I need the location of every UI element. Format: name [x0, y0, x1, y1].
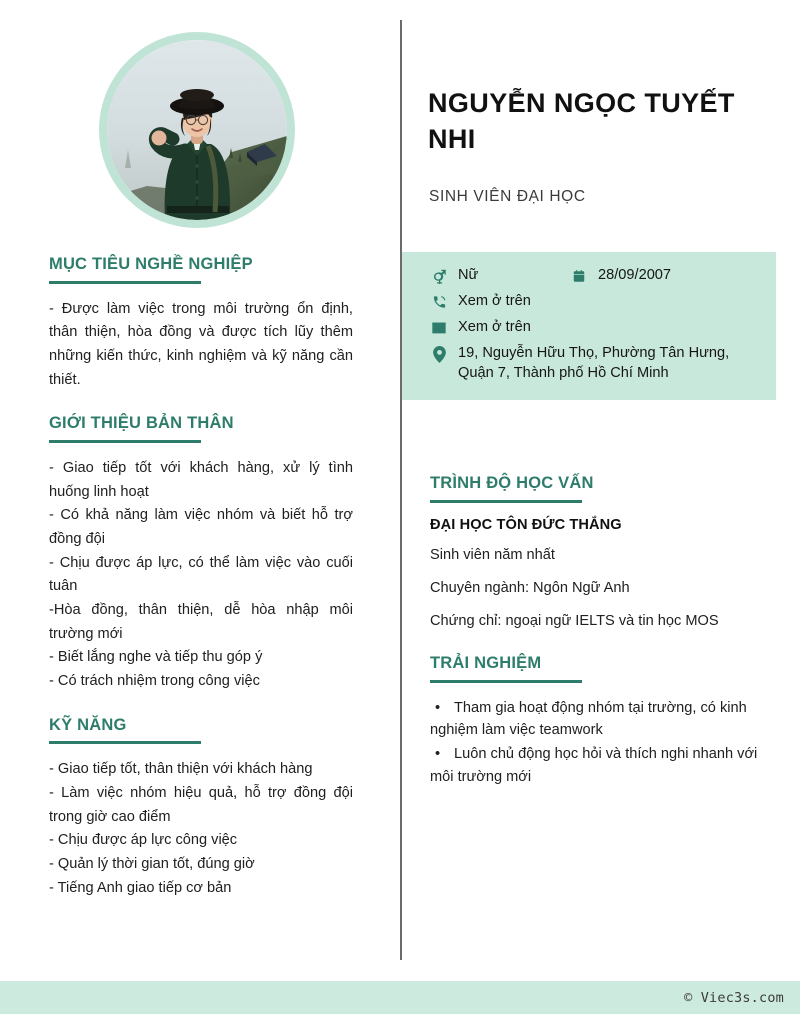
location-pin-icon [430, 344, 448, 364]
contact-gender [430, 266, 570, 286]
skills-line: - Quản lý thời gian tốt, đúng giờ [49, 855, 255, 872]
right-column [402, 0, 800, 990]
contact-phone [430, 292, 531, 312]
about-line: -Hòa đồng, thân thiện, dễ hòa nhập môi trường mới [49, 602, 353, 642]
skills-line: - Chịu được áp lực công việc [49, 832, 238, 849]
section-skills [49, 716, 353, 901]
list-item-text: Luôn chủ động học hỏi và thích nghi nhanh với môi trường mới [430, 746, 758, 785]
experience-heading-rule [430, 680, 582, 683]
about-line: - Có khả năng làm việc nhóm và biết hỗ trợ đồng đội [49, 507, 353, 548]
about-line: - Biết lắng nghe và tiếp thu góp ý [49, 649, 263, 666]
contact-email-value: Xem ở trên [458, 319, 531, 335]
list-item-text: Tham gia hoạt động nhóm tại trường, có kinh nghiệm làm việc teamwork [430, 700, 747, 739]
section-education [430, 474, 760, 632]
skills-text [49, 758, 353, 900]
left-column [0, 0, 400, 990]
experience-list [430, 697, 760, 788]
contact-row [430, 292, 760, 312]
list-item [430, 743, 760, 787]
page-title: NGUYỄN NGỌC TUYẾT NHI [428, 88, 735, 154]
contact-birthday [570, 266, 671, 286]
contact-row [430, 344, 760, 384]
education-heading-rule [430, 500, 582, 503]
objective-text: - Được làm việc trong môi trường ổn định, thân thiện, hòa đồng và được tích lũy thêm những kiến thức, kinh nghiệm và kỹ năng cần thiết. [49, 300, 353, 388]
footer-bar [0, 981, 800, 1014]
section-objective [49, 255, 353, 392]
footer-credit: © Viec3s.com [684, 989, 784, 1006]
education-detail: Sinh viên năm nhất [430, 546, 555, 563]
objective-heading: MỤC TIÊU NGHỀ NGHIỆP [49, 255, 253, 273]
about-line: - Có trách nhiệm trong công việc [49, 672, 260, 689]
contact-email [430, 318, 531, 338]
right-sections [430, 474, 760, 790]
about-heading-rule [49, 440, 201, 443]
contact-birthday-value: 28/09/2007 [598, 267, 672, 283]
experience-heading: TRẢI NGHIỆM [430, 654, 542, 673]
skills-heading: KỸ NĂNG [49, 715, 127, 734]
contact-gender-value: Nữ [458, 267, 479, 283]
list-item [430, 697, 760, 741]
skills-line: - Tiếng Anh giao tiếp cơ bản [49, 879, 232, 896]
skills-line: - Làm việc nhóm hiệu quả, hỗ trợ đồng đội trong giờ cao điểm [49, 785, 353, 825]
section-about [49, 414, 353, 693]
calendar-icon [570, 266, 588, 286]
education-school: ĐẠI HỌC TÔN ĐỨC THẮNG [430, 516, 622, 533]
envelope-icon [430, 318, 448, 338]
bullet-glyph: • [435, 746, 441, 763]
about-heading: GIỚI THIỆU BẢN THÂN [49, 414, 234, 433]
about-line: - Giao tiếp tốt với khách hàng, xử lý tình huống linh hoạt [49, 460, 353, 500]
about-line: - Chịu được áp lực, có thể làm việc vào cuối tuân [49, 554, 353, 595]
phone-icon [430, 292, 448, 312]
objective-heading-rule [49, 281, 201, 284]
skills-line: - Giao tiếp tốt, thân thiện với khách hàng [49, 761, 313, 778]
contact-phone-value: Xem ở trên [458, 293, 531, 309]
contact-address [430, 344, 760, 384]
contact-row [430, 266, 760, 286]
left-sections [49, 255, 353, 900]
job-title: SINH VIÊN ĐẠI HỌC [429, 188, 586, 205]
contact-address-value: 19, Nguyễn Hữu Thọ, Phường Tân Hưng, Quận 7, Thành phố Hồ Chí Minh [458, 345, 730, 381]
education-detail: Chứng chỉ: ngoại ngữ IELTS và tin học MOS [430, 613, 719, 630]
bullet-glyph: • [435, 700, 441, 717]
education-heading: TRÌNH ĐỘ HỌC VẤN [430, 474, 594, 492]
contact-panel [402, 252, 776, 400]
skills-heading-rule [49, 741, 201, 744]
venus-mars-icon [430, 266, 448, 286]
avatar-photo [107, 40, 287, 220]
section-experience [430, 654, 760, 787]
avatar [99, 32, 295, 228]
education-detail: Chuyên ngành: Ngôn Ngữ Anh [430, 579, 630, 596]
about-text [49, 457, 353, 693]
contact-row [430, 318, 760, 338]
